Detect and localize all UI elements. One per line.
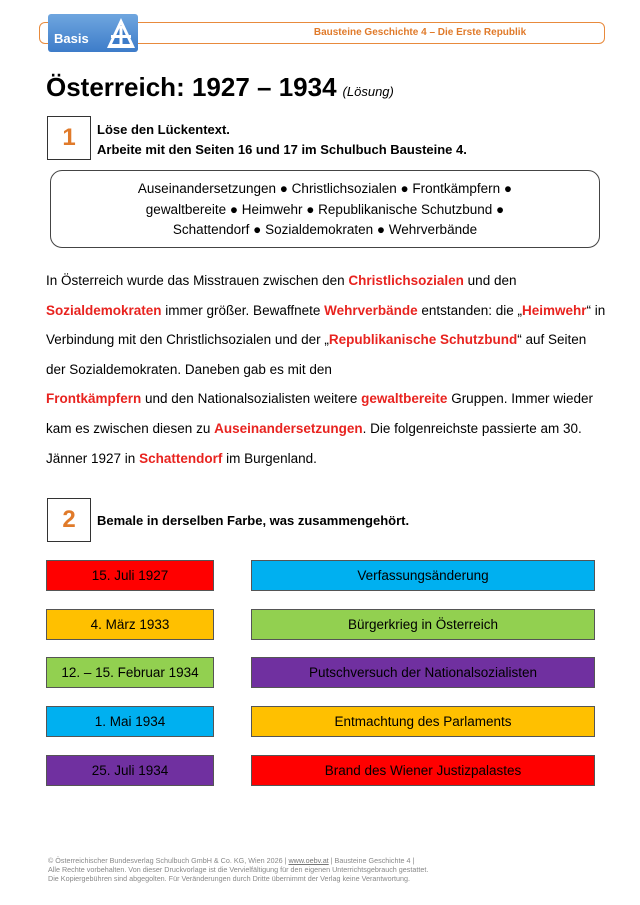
date-box[interactable]: 25. Juli 1934	[46, 755, 214, 786]
cloze-text-part: “ in Verbindung mit den Christlichsozialen und der „	[46, 302, 606, 348]
cloze-answer: Sozialdemokraten	[46, 302, 162, 318]
page-title-text: Österreich: 1927 – 1934	[46, 72, 337, 102]
cloze-answer: Heimwehr	[521, 302, 587, 318]
footer-copyright: © Österreichischer Bundesverlag Schulbuch GmbH & Co. KG, Wien 2026 |	[48, 856, 289, 865]
cloze-answer: Wehrverbände	[324, 302, 418, 318]
date-box[interactable]: 12. – 15. Februar 1934	[46, 657, 214, 688]
footer-link[interactable]: www.oebv.at	[288, 856, 329, 865]
footer-line-2: Alle Rechte vorbehalten. Von dieser Druckvorlage ist die Vervielfältigung für den eigenen Unterrichtsgebrauch gestattet.	[48, 865, 429, 874]
cloze-text-part: und den	[463, 273, 517, 288]
date-box[interactable]: 4. März 1933	[46, 609, 214, 640]
task-number-2: 2	[47, 498, 91, 542]
task-2-instruction: Bemale in derselben Farbe, was zusammengehört.	[97, 513, 410, 528]
event-box[interactable]: Brand des Wiener Justizpalastes	[251, 755, 595, 786]
cloze-text-part: Gruppen. Immer wieder kam es zwischen diesen zu	[46, 391, 593, 436]
cloze-answer: Frontkämpfern	[46, 391, 142, 407]
cloze-answer: Christlichsozialen	[348, 273, 464, 288]
word-bank-line: gewaltbereite ● Heimwehr ● Republikanische Schutzbund ●	[145, 201, 505, 217]
footer-line-3: Die Kopiergebühren sind abgegolten. Für Veränderungen durch Dritte übernimmt der Verlag keine Verantwortung.	[48, 874, 410, 883]
page-subtitle: (Lösung)	[342, 84, 394, 99]
cloze-text-part: “ auf Seiten der Sozialdemokraten. Daneben gab es mit den	[46, 332, 587, 377]
date-box[interactable]: 1. Mai 1934	[46, 706, 214, 737]
cloze-text-part: und den Nationalsozialisten weitere	[141, 391, 362, 407]
date-box[interactable]: 15. Juli 1927	[46, 560, 214, 591]
cloze-answer: Schattendorf	[139, 450, 223, 466]
task-1-instruction	[97, 120, 467, 160]
cloze-text-part: . Die folgenreichste passierte am 30. Jänner 1927 in	[46, 420, 582, 466]
footer-book: | Bausteine Geschichte 4 |	[328, 856, 415, 865]
cloze-answer: gewaltbereite	[361, 391, 448, 407]
basis-triangle-icon	[105, 16, 137, 50]
logo-text: Basis	[54, 31, 89, 46]
cloze-text-part: In Österreich wurde das Misstrauen zwischen den	[46, 273, 349, 288]
page-title	[46, 72, 394, 103]
cloze-text-part: immer größer. Bewaffnete	[161, 302, 325, 318]
event-box[interactable]: Verfassungsänderung	[251, 560, 595, 591]
cloze-answer: Republikanische Schutzbund	[328, 332, 518, 348]
publisher-logo	[48, 14, 138, 52]
word-bank	[50, 170, 600, 248]
task-number-1: 1	[47, 116, 91, 160]
cloze-answer: Auseinandersetzungen	[214, 420, 363, 436]
word-bank-line: Auseinandersetzungen ● Christlichsozialen ● Frontkämpfern ●	[137, 181, 513, 196]
event-box[interactable]: Putschversuch der Nationalsozialisten	[251, 657, 595, 688]
event-box[interactable]: Entmachtung des Parlaments	[251, 706, 595, 737]
task-1-instruction-line-2: Arbeite mit den Seiten 16 und 17 im Schulbuch Bausteine 4.	[97, 142, 467, 157]
cloze-text-part: entstanden: die „	[417, 302, 522, 318]
task-1-instruction-line-1: Löse den Lückentext.	[97, 122, 230, 137]
cloze-text	[46, 266, 606, 473]
cloze-text-part: im Burgenland.	[222, 450, 317, 466]
word-bank-line: Schattendorf ● Sozialdemokraten ● Wehrverbände	[172, 222, 478, 237]
footer-line-1	[48, 856, 608, 865]
header-title: Bausteine Geschichte 4 – Die Erste Republik	[313, 27, 527, 38]
footer	[48, 856, 608, 883]
event-box[interactable]: Bürgerkrieg in Österreich	[251, 609, 595, 640]
